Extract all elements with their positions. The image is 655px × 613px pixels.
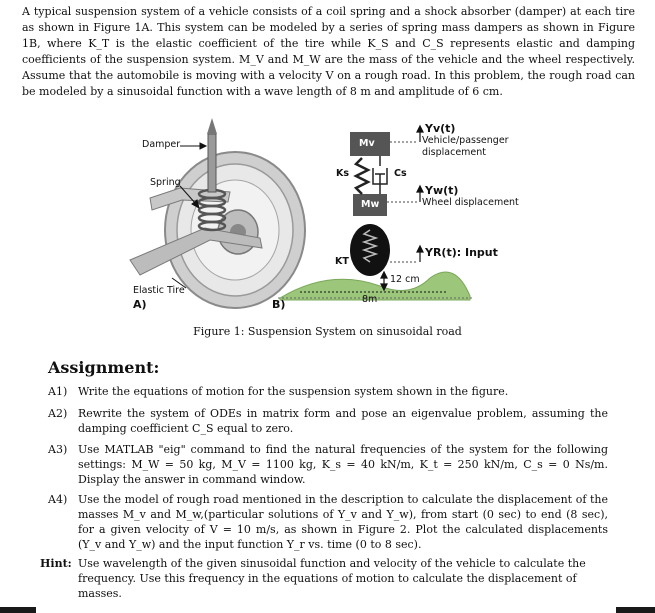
figure-caption: Figure 1: Suspension System on sinusoidal road	[193, 325, 462, 338]
yr-label: YR(t): Input	[425, 246, 498, 259]
reference-lines	[387, 142, 418, 262]
ks-label: Ks	[336, 168, 350, 179]
assignment-heading: Assignment:	[48, 358, 160, 377]
figure-suspension	[0, 110, 655, 332]
item-tag: A2)	[48, 407, 68, 420]
panel-a-label: A)	[133, 298, 147, 311]
assignment-item	[48, 384, 608, 399]
item-tag: A1)	[48, 385, 68, 398]
assignment-item	[48, 442, 608, 487]
wavelength-label: 8m	[362, 294, 378, 305]
item-text: Use the model of rough road mentioned in the description to calculate the displacement of the masses M_v and M_w,(particular solutions of Y_v and Y_w), from start (0 sec) to end (8 sec), for a given velocity of V = 10 m/s, as shown in Figure 2. Plot the calculated displacements (Y_v and Y_w) and the input function Y_r vs. time (0 to 8 sec).	[78, 493, 608, 551]
elastic-tire-label: Elastic Tire	[133, 285, 185, 296]
bottom-bar-segment	[36, 607, 616, 613]
cs-damper	[373, 156, 387, 194]
assignment-item	[48, 492, 608, 552]
panel-b-label: B)	[272, 298, 286, 311]
amplitude-label: 12 cm	[390, 274, 420, 285]
yw-desc: Wheel displacement	[422, 197, 519, 208]
mw-label: Mw	[361, 199, 380, 210]
cs-label: Cs	[394, 168, 407, 179]
item-text: Use MATLAB "eig" command to find the natural frequencies of the system for the following settings: M_W = 50 kg, M_V = 1100 kg, K_s = 40 kN/m, K_t = 250 kN/m, C_s = 0 Ns/m. Display the answer in command window.	[78, 443, 608, 486]
intro-paragraph: A typical suspension system of a vehicle consists of a coil spring and a shock absorber (damper) at each tire as shown in Figure 1A. This system can be modeled by a series of spring mass dampers as shown in Figure 1B, where K_T is the elastic coefficient of the tire while K_S and C_S represents elastic and damping coefficients of the suspension system. M_V and M_W are the mass of the vehicle and the wheel respectively. Assume that the automobile is moving with a velocity V on a rough road. In this problem, the rough road can be modeled by a sinusoidal function with a wave length of 8 m and amplitude of 6 cm.	[22, 5, 635, 98]
bottom-bar	[0, 607, 655, 613]
kt-label: KT	[335, 256, 349, 267]
mv-label: Mv	[359, 138, 375, 149]
yv-desc-line2: displacement	[422, 147, 487, 158]
yv-label: Yv(t)	[425, 122, 456, 135]
yw-label: Yw(t)	[425, 184, 459, 197]
hint-block	[40, 556, 610, 601]
item-tag: A4)	[48, 493, 68, 506]
yv-desc-line1: Vehicle/passenger	[422, 135, 509, 146]
tire-drawing	[165, 152, 305, 308]
item-text: Write the equations of motion for the suspension system shown in the figure.	[78, 385, 509, 398]
damper-strut-drawing	[207, 118, 217, 192]
spring-label: Spring	[150, 177, 181, 188]
wheel-tire-model	[350, 224, 390, 276]
item-text: Rewrite the system of ODEs in matrix form and pose an eigenvalue problem, assuming the damping coefficient C_S equal to zero.	[78, 407, 608, 435]
suspension-illustration	[0, 110, 655, 332]
hint-tag: Hint:	[40, 557, 72, 570]
ks-spring	[356, 158, 368, 194]
assignment-item	[48, 406, 608, 436]
item-tag: A3)	[48, 443, 68, 456]
hint-text: Use wavelength of the given sinusoidal function and velocity of the vehicle to calculate the frequency. Use this frequency in the equations of motion to calculate the displacement of masses.	[78, 557, 586, 600]
damper-label: Damper	[142, 139, 181, 150]
